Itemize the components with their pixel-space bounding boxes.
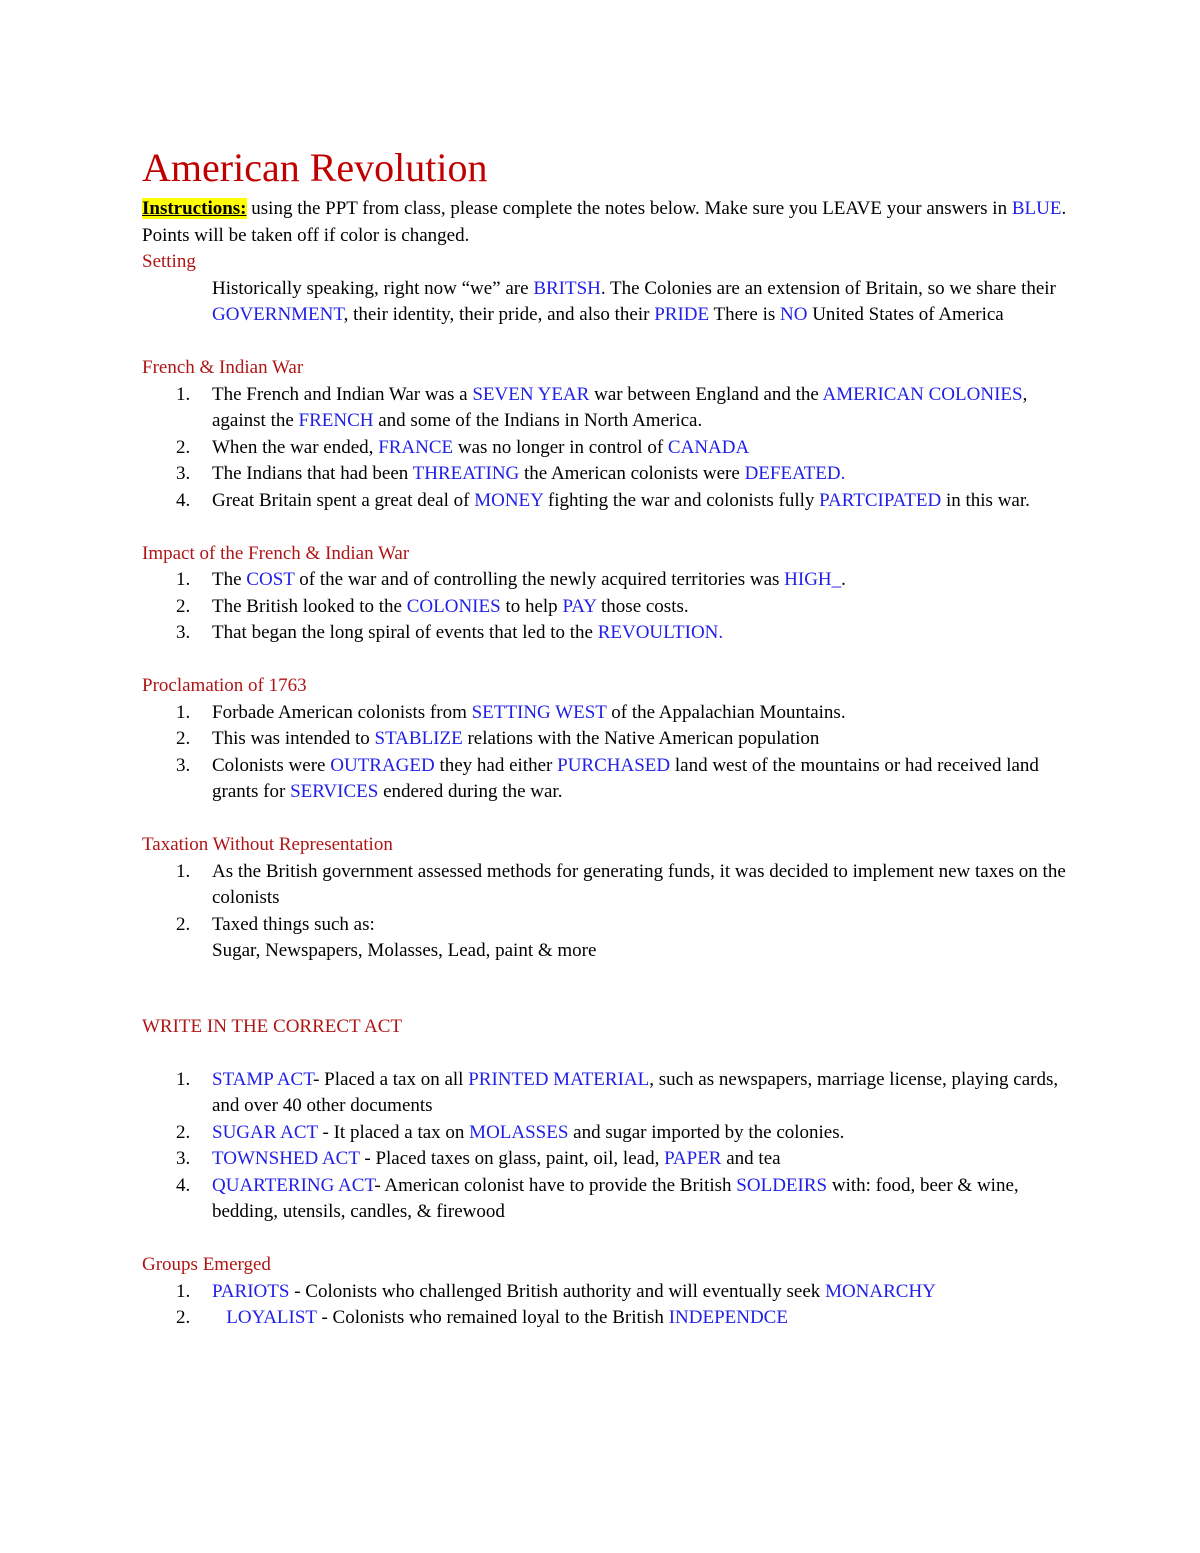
document-page: [142, 140, 1072, 1332]
answer: OUTRAGED: [330, 754, 435, 776]
section-heading-acts: WRITE IN THE CORRECT ACT: [142, 1015, 403, 1037]
taxation-list: [142, 859, 1072, 965]
list-item: 1. Forbade American colonists from SETTING WEST of the Appalachian Mountains.: [176, 701, 846, 723]
acts-list: [142, 1067, 1072, 1226]
answer: CANADA: [667, 436, 750, 458]
answer: PRINTED MATERIAL: [468, 1068, 650, 1090]
answer: QUARTERING ACT: [212, 1174, 375, 1196]
instructions-label: Instructions:: [142, 198, 247, 219]
answer: PRIDE: [654, 304, 710, 325]
answer: INDEPENDCE: [668, 1307, 788, 1328]
instructions-paragraph: Instructions: using the PPT from class, please complete the notes below. Make sure you LEAVE your answers in BLUE. Points will be taken off if color is changed.: [142, 198, 1067, 246]
list-item: 1. The French and Indian War was a SEVEN YEAR war between England and the AMERICAN COLONIES, against the FRENCH and some of the Indians in North America.: [176, 383, 1028, 431]
answer: STAMP ACT: [212, 1068, 314, 1090]
section-heading-french-indian-war: French & Indian War: [142, 357, 304, 378]
impact-list: [142, 567, 1072, 647]
answer: COLONIES: [406, 595, 501, 617]
answer: GOVERNMENT: [212, 304, 344, 325]
list-item: 1. The COST of the war and of controlling the newly acquired territories was HIGH_.: [176, 569, 846, 590]
page-title: American Revolution: [142, 145, 488, 190]
answer: MOLASSES: [469, 1121, 569, 1143]
list-item: 4. QUARTERING ACT- American colonist have to provide the British SOLDEIRS with: food, beer & wine, bedding, utensils, candles, & firewood: [176, 1174, 1019, 1222]
answer: TOWNSHED ACT: [212, 1148, 360, 1169]
section-heading-impact: Impact of the French & Indian War: [142, 542, 410, 564]
answer: MONARCHY: [825, 1280, 936, 1302]
list-item: 3. The Indians that had been THREATING the American colonists were DEFEATED.: [176, 463, 846, 484]
answer: PARTCIPATED: [819, 489, 942, 511]
list-item: 4. Great Britain spent a great deal of MONEY fighting the war and colonists fully PARTCIPATED in this war.: [176, 489, 1030, 511]
answer: FRANCE: [378, 436, 454, 458]
answer: HIGH_: [784, 569, 842, 590]
list-item: 3. Colonists were OUTRAGED they had either PURCHASED land west of the mountains or had received land grants for SERVICES endered during the war.: [176, 754, 1039, 802]
answer: SOLDEIRS: [736, 1174, 828, 1196]
answer: SEVEN YEAR: [472, 383, 590, 405]
answer: DEFEATED.: [744, 463, 846, 484]
groups-list: [142, 1279, 1072, 1332]
section-heading-proclamation: Proclamation of 1763: [142, 675, 307, 696]
section-heading-groups: Groups Emerged: [142, 1254, 271, 1275]
answer: AMERICAN COLONIES: [822, 383, 1023, 405]
list-item: 2. The British looked to the COLONIES to help PAY those costs.: [176, 595, 689, 617]
list-item: 2. SUGAR ACT - It placed a tax on MOLASSES and sugar imported by the colonies.: [176, 1121, 845, 1143]
answer: COST: [246, 569, 295, 590]
section-heading-taxation: Taxation Without Representation: [142, 834, 393, 855]
proclamation-list: [142, 700, 1072, 806]
list-item: 1. As the British government assessed methods for generating funds, it was decided to implement new taxes on the colonists: [176, 860, 1066, 908]
answer: SUGAR ACT: [212, 1121, 318, 1143]
list-item: 1. PARIOTS - Colonists who challenged British authority and will eventually seek MONARCHY: [176, 1280, 936, 1302]
taxed-items: Sugar, Newspapers, Molasses, Lead, paint & more: [212, 940, 597, 961]
list-item: 2. LOYALIST - Colonists who remained loyal to the British INDEPENDCE: [176, 1307, 788, 1328]
answer: REVOULTION.: [597, 622, 724, 643]
answer: FRENCH: [298, 410, 374, 431]
answer: STABLIZE: [374, 728, 463, 749]
answer: PARIOTS: [212, 1280, 290, 1302]
list-item: 2. When the war ended, FRANCE was no longer in control of CANADA: [176, 436, 750, 458]
list-item: 2. Taxed things such as: Sugar, Newspapers, Molasses, Lead, paint & more: [176, 913, 597, 961]
answer: LOYALIST: [226, 1307, 317, 1328]
list-item: 3. That began the long spiral of events that led to the REVOULTION.: [176, 622, 724, 643]
answer: BRITSH: [533, 277, 601, 299]
answer: THREATING: [412, 463, 520, 484]
list-item: 1. STAMP ACT- Placed a tax on all PRINTED MATERIAL, such as newspapers, marriage license, playing cards, and over 40 other documents: [176, 1068, 1059, 1116]
answer: SETTING WEST: [471, 701, 607, 723]
list-item: 3. TOWNSHED ACT - Placed taxes on glass, paint, oil, lead, PAPER and tea: [176, 1148, 781, 1169]
answer: NO: [780, 304, 808, 325]
answer: PURCHASED: [557, 754, 671, 776]
french-indian-war-list: [142, 382, 1072, 515]
answer: PAPER: [664, 1148, 722, 1169]
setting-paragraph: Historically speaking, right now “we” are BRITSH. The Colonies are an extension of Britain, so we share their GOVERNMENT, their identity, their pride, and also their PRIDE There is NO United States of America: [212, 277, 1056, 325]
section-heading-setting: Setting: [142, 251, 196, 272]
list-item: 2. This was intended to STABLIZE relations with the Native American population: [176, 728, 820, 749]
answer: MONEY: [474, 489, 544, 511]
answer: PAY: [562, 595, 597, 617]
answer: SERVICES: [290, 781, 379, 802]
